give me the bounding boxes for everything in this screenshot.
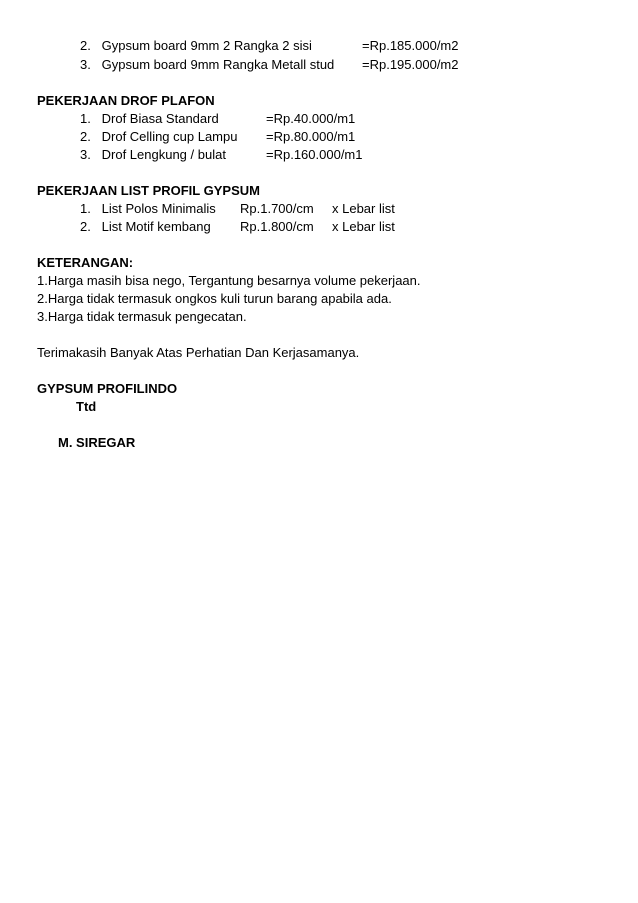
- item-price: =Rp.80.000/m1: [266, 129, 356, 144]
- item-number: 3.: [80, 147, 91, 162]
- drof-heading: PEKERJAAN DROF PLAFON: [37, 93, 215, 108]
- item-name: Gypsum board 9mm 2 Rangka 2 sisi: [101, 38, 312, 53]
- item-price: =Rp.40.000/m1: [266, 111, 356, 126]
- item-price: =Rp.195.000/m2: [362, 57, 459, 72]
- list-profil-item-2: [80, 218, 395, 235]
- item-name: List Motif kembang: [101, 219, 211, 234]
- item-number: 1.: [80, 111, 91, 126]
- keterangan-line-3: 3.Harga tidak termasuk pengecatan.: [37, 309, 247, 324]
- item-price: =Rp.185.000/m2: [362, 38, 459, 53]
- item-price: Rp.1.700/cm: [240, 201, 314, 216]
- company-name: GYPSUM PROFILINDO: [37, 381, 178, 396]
- item-name: Drof Celling cup Lampu: [101, 129, 238, 144]
- item-number: 1.: [80, 201, 91, 216]
- signatory-name: M. SIREGAR: [58, 435, 136, 450]
- item-name: Drof Lengkung / bulat: [101, 147, 226, 162]
- gypsum-item-2: [80, 37, 459, 54]
- item-number: 2.: [80, 38, 91, 53]
- drof-item-1: [80, 110, 356, 127]
- ttd-label: Ttd: [76, 399, 97, 414]
- item-name: Gypsum board 9mm Rangka Metall stud: [101, 57, 335, 72]
- item-note: x Lebar list: [332, 201, 395, 216]
- item-price: =Rp.160.000/m1: [266, 147, 363, 162]
- keterangan-line-1: 1.Harga masih bisa nego, Tergantung besarnya volume pekerjaan.: [37, 273, 421, 288]
- list-profil-heading: PEKERJAAN LIST PROFIL GYPSUM: [37, 183, 260, 198]
- item-price: Rp.1.800/cm: [240, 219, 314, 234]
- keterangan-heading: KETERANGAN:: [37, 255, 134, 270]
- drof-item-2: [80, 128, 356, 145]
- item-name: Drof Biasa Standard: [101, 111, 219, 126]
- closing-text: Terimakasih Banyak Atas Perhatian Dan Kerjasamanya.: [37, 345, 360, 360]
- keterangan-line-2: 2.Harga tidak termasuk ongkos kuli turun barang apabila ada.: [37, 291, 392, 306]
- item-name: List Polos Minimalis: [101, 201, 216, 216]
- item-number: 2.: [80, 219, 91, 234]
- item-number: 2.: [80, 129, 91, 144]
- item-number: 3.: [80, 57, 91, 72]
- list-profil-item-1: [80, 200, 395, 217]
- item-note: x Lebar list: [332, 219, 395, 234]
- gypsum-item-3: [80, 56, 459, 73]
- drof-item-3: [80, 146, 363, 163]
